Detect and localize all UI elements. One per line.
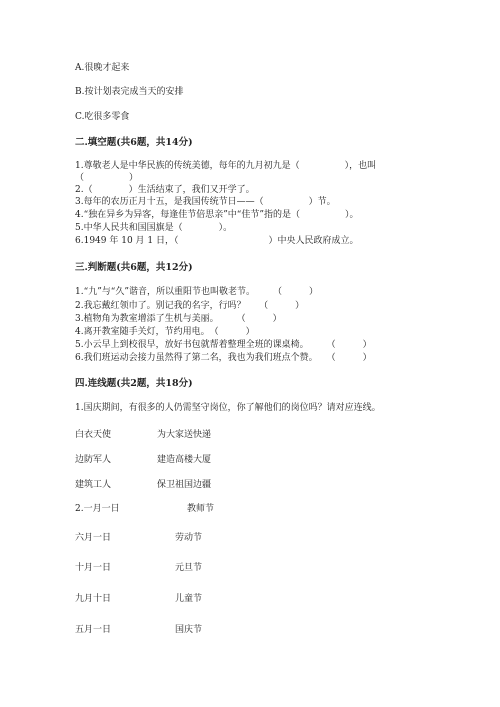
match1-right-2: 建造高楼大厦 — [157, 455, 212, 465]
option-a: A.很晚才起来 — [75, 63, 130, 73]
match2-left-5: 五月一日 — [75, 625, 112, 635]
judge-item-6: 6.我们班运动会接力虽然得了第二名，我也为我们班点个赞。 （ ） — [75, 353, 372, 363]
section2-heading: 二.填空题(共6题，共14分) — [75, 137, 193, 148]
match2-right-3: 元旦节 — [175, 563, 203, 573]
match1-right-3: 保卫祖国边疆 — [157, 480, 212, 490]
match1-left-1: 白衣天使 — [75, 430, 112, 440]
match-question-1: 1.国庆期间，有很多的人仍需坚守岗位，你了解他们的岗位吗？请对应连线。 — [75, 403, 381, 413]
match2-right-5: 国庆节 — [175, 625, 203, 635]
option-b: B.按计划表完成当天的安排 — [75, 87, 184, 97]
match2-left-4: 九月十日 — [75, 594, 112, 604]
judge-item-3: 3.植物角为教室增添了生机与美丽。 （ ） — [75, 314, 282, 324]
judge-item-4: 4.离开教室随手关灯，节约用电。 （ ） — [75, 327, 255, 337]
fill-item-5: 5.中华人民共和国国旗是（ ）。 — [75, 223, 233, 233]
option-c: C.吃很多零食 — [75, 112, 130, 122]
match2-right-1: 教师节 — [187, 504, 215, 514]
match2-left-1: 2.一月一日 — [75, 504, 120, 514]
match1-left-3: 建筑工人 — [75, 480, 112, 490]
match2-right-2: 劳动节 — [175, 533, 203, 543]
judge-item-5: 5.小云早上到校很早，放好书包就帮着整理全班的课桌椅。 （ ） — [75, 340, 372, 350]
fill-item-6: 6.1949 年 10 月 1 日，（ ）中央人民政府成立。 — [75, 236, 359, 246]
judge-item-2: 2.我忘戴红领巾了。别记我的名字，行吗？ （ ） — [75, 301, 305, 311]
fill-item-1: 1.尊敬老人是中华民族的传统美德，每年的九月初九是（ ），也叫 — [75, 161, 377, 171]
fill-item-4: 4.“独在异乡为异客，每逢佳节倍思亲”中“佳节”指的是（ ）。 — [75, 210, 359, 220]
fill-item-1-cont: （ ） — [75, 173, 139, 183]
judge-item-1: 1.“九”与“久”谐音，所以重阳节也叫敬老节。 （ ） — [75, 287, 318, 297]
section3-heading: 三.判断题(共6题，共12分) — [75, 262, 193, 273]
match2-left-3: 十月一日 — [75, 563, 112, 573]
fill-item-3: 3.每年的农历正月十五，是我国传统节日——（ ）节。 — [75, 197, 336, 207]
match2-left-2: 六月一日 — [75, 533, 112, 543]
match1-right-1: 为大家送快递 — [157, 430, 212, 440]
fill-item-2: 2.（ ）生活结束了，我们又开学了。 — [75, 185, 255, 195]
section4-heading: 四.连线题(共2题，共18分) — [75, 378, 193, 389]
match2-right-4: 儿童节 — [175, 594, 203, 604]
match1-left-2: 边防军人 — [75, 455, 112, 465]
